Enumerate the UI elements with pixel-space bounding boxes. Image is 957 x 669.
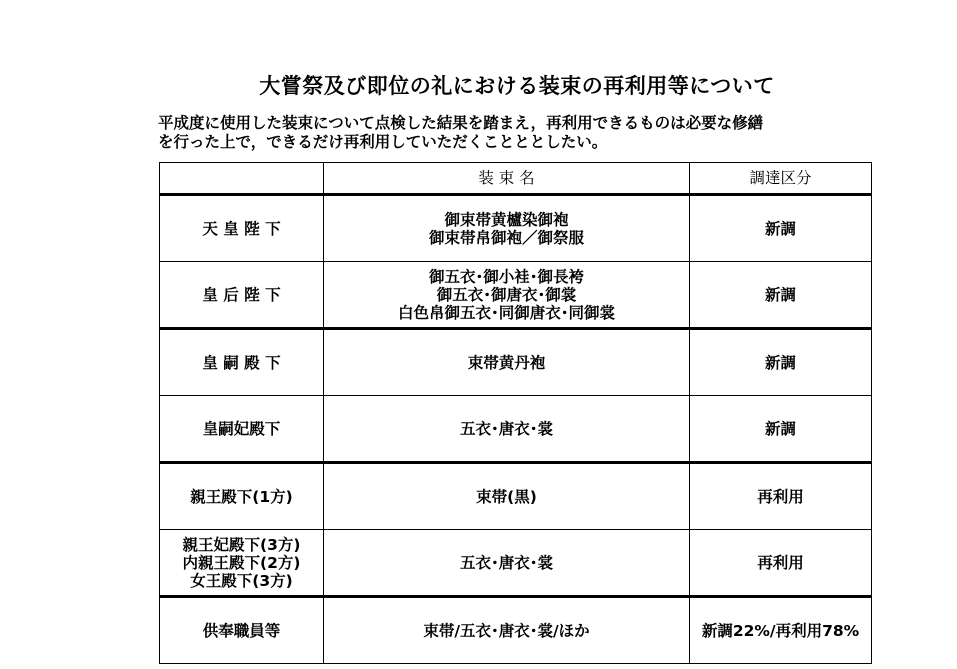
intro-paragraph [158,114,878,152]
costume-line: 御五衣･御唐衣･御裳 [436,285,577,304]
intro-line: 平成度に使用した装束について点検した結果を踏まえ，再利用できるものは必要な修繕 [158,114,764,132]
person-cell [160,530,324,597]
table-row [160,262,872,329]
costume-line: 五衣･唐衣･裳 [459,419,553,438]
person-cell [160,396,324,463]
category-cell: 新調 [690,195,872,262]
costume-cell [324,463,690,530]
costume-cell [324,329,690,396]
person-label: 内親王殿下(2方) [182,553,301,572]
costume-cell [324,597,690,664]
costume-line: 束帯/五衣･唐衣･裳/ほか [423,621,590,640]
person-label: 皇 嗣 殿 下 [202,353,281,372]
category-cell: 再利用 [690,463,872,530]
person-cell [160,597,324,664]
costume-cell [324,530,690,597]
table-row [160,396,872,463]
person-label: 供奉職員等 [202,621,281,640]
category-cell: 新調 [690,262,872,329]
category-cell: 再利用 [690,530,872,597]
costume-table [159,162,872,664]
person-cell [160,195,324,262]
costume-line: 束帯黄丹袍 [467,353,546,372]
costume-line: 五衣･唐衣･裳 [459,553,553,572]
header-person [160,163,324,195]
costume-line: 御束帯帛御袍／御祭服 [428,228,584,247]
person-label: 天 皇 陛 下 [202,219,281,238]
table-row [160,530,872,597]
page-title: 大嘗祭及び即位の礼における装束の再利用等について [259,74,775,98]
category-cell: 新調 [690,396,872,463]
header-costume-name: 装 束 名 [324,163,690,195]
category-cell: 新調22%/再利用78% [690,597,872,664]
person-label: 皇嗣妃殿下 [202,419,281,438]
person-cell [160,463,324,530]
costume-cell [324,396,690,463]
person-cell [160,262,324,329]
person-label: 親王妃殿下(3方) [182,535,301,554]
table-row [160,597,872,664]
table-row [160,195,872,262]
person-label: 皇 后 陛 下 [202,285,281,304]
costume-cell [324,195,690,262]
category-cell: 新調 [690,329,872,396]
person-label: 親王殿下(1方) [190,487,293,506]
table-row [160,329,872,396]
costume-line: 御束帯黄櫨染御袍 [444,210,569,229]
person-cell [160,329,324,396]
costume-line: 束帯(黒) [476,487,537,506]
header-procurement-category: 調達区分 [690,163,872,195]
table-row [160,463,872,530]
costume-line: 御五衣･御小袿･御長袴 [428,267,584,286]
intro-line: を行った上で，できるだけ再利用していただくことととしたい。 [158,133,608,151]
costume-line: 白色帛御五衣･同御唐衣･同御裳 [397,303,615,322]
costume-cell [324,262,690,329]
table-header-row [160,163,872,195]
person-label: 女王殿下(3方) [190,571,293,590]
